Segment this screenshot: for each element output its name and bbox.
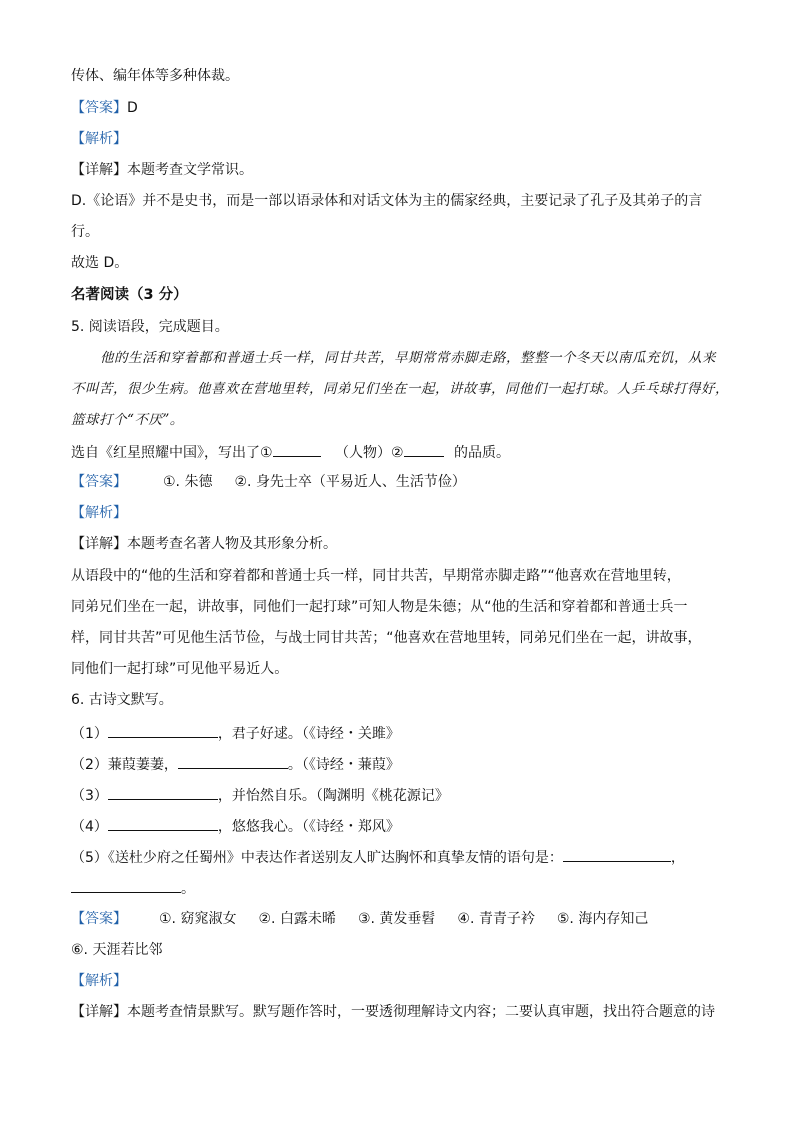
blank-line — [108, 784, 218, 800]
answer-num: ②. — [258, 911, 276, 927]
q5-question-b: （人物）② — [335, 445, 404, 461]
answer-num: ①. — [159, 911, 177, 927]
q6-item5 — [71, 846, 685, 868]
answer-num: ②. — [234, 474, 252, 490]
answer-option — [457, 909, 534, 929]
blank-line — [108, 722, 218, 738]
item5-comma: ， — [670, 850, 685, 866]
q6-prompt: 6. 古诗文默写。 — [71, 692, 173, 708]
q5-question-c: 的品质。 — [454, 445, 511, 461]
item-number: （2） — [71, 757, 108, 773]
answer-tag: 【答案】 — [71, 911, 127, 927]
item-text: 。（《诗经・蒹葭》 — [287, 757, 400, 773]
answer-text: 青青子衿 — [478, 911, 535, 927]
answer-num: ⑥. — [71, 942, 89, 958]
q5-question-a: 选自《红星照耀中国》，写出了① — [71, 445, 273, 461]
q5-explain-line2: 同弟兄们坐在一起，讲故事，同他们一起打球”可知人物是朱德；从“他的生活和穿着都和普通士兵一 — [71, 599, 688, 615]
blank-line — [178, 753, 288, 769]
q6-item4 — [71, 815, 400, 837]
q6-detail: 本题考查情景默写。默写题作答时，一要透彻理解诗文内容；二要认真审题，找出符合题意的诗 — [127, 1004, 715, 1020]
q6-item5-cont — [71, 877, 195, 899]
q4-detail: 本题考查文学常识。 — [127, 162, 253, 178]
detail-tag: 【详解】 — [71, 162, 127, 178]
item-text: ，悠悠我心。（《诗经・郑风》 — [217, 819, 400, 835]
q6-item2 — [71, 753, 400, 775]
answer-option — [159, 909, 236, 929]
q5-prompt: 5. 阅读语段，完成题目。 — [71, 319, 229, 335]
answer-num: ⑤. — [556, 911, 574, 927]
blank-line — [273, 441, 321, 457]
item5-text: （5）《送杜少府之任蜀州》中表达作者送别友人旷达胸怀和真挚友情的语句是： — [71, 850, 563, 866]
blank-line — [563, 846, 671, 862]
item-text: ，君子好逑。（《诗经・关雎》 — [217, 726, 400, 742]
answer-text: 朱德 — [184, 474, 213, 490]
q4-answer-line — [71, 98, 138, 118]
item-number: （1） — [71, 726, 108, 742]
detail-tag: 【详解】 — [71, 536, 127, 552]
item-number: （3） — [71, 788, 108, 804]
intro-tail: 传体、编年体等多种体裁。 — [71, 68, 239, 84]
q4-conclusion: 故选 D。 — [71, 255, 129, 271]
answer-option — [234, 472, 465, 492]
answer-text: 黄发垂髫 — [379, 911, 436, 927]
item-text: ，并怡然自乐。（陶渊明《桃花源记》 — [217, 788, 449, 804]
blank-line — [404, 441, 444, 457]
q5-question — [71, 441, 510, 463]
answer-text: 海内存知己 — [578, 911, 649, 927]
q4-answer: D — [127, 100, 138, 116]
blank-line — [71, 877, 181, 893]
q6-answer-line2 — [71, 940, 162, 960]
item5-end: 。 — [181, 881, 195, 897]
item-text: 蒹葭萋萋， — [107, 757, 178, 773]
q6-item3 — [71, 784, 449, 806]
q5-passage-line2: 不叫苦，很少生病。他喜欢在营地里转，同弟兄们坐在一起，讲故事，同他们一起打球。人乒乓球打得好， — [71, 381, 729, 397]
q5-analysis-tag: 【解析】 — [71, 505, 127, 521]
q5-explain-line3: 样，同甘共苦”可见他生活节俭，与战士同甘共苦；“他喜欢在营地里转，同弟兄们坐在一起，讲故事， — [71, 630, 702, 646]
q6-answer-line — [71, 909, 648, 929]
q5-passage-line3: 篮球打个“不厌”。 — [71, 412, 184, 428]
q6-item1 — [71, 722, 400, 744]
q5-detail-line — [71, 534, 337, 554]
answer-text: 身先士卒（平易近人、生活节俭） — [255, 474, 466, 490]
answer-option — [258, 909, 335, 929]
answer-tag: 【答案】 — [71, 474, 127, 490]
q6-analysis-tag: 【解析】 — [71, 973, 127, 989]
answer-option — [358, 909, 435, 929]
item-number: （4） — [71, 819, 108, 835]
q5-answer-line — [71, 472, 466, 492]
answer-text: 白露未晞 — [279, 911, 336, 927]
q5-detail: 本题考查名著人物及其形象分析。 — [127, 536, 337, 552]
q5-explain-line1: 从语段中的“他的生活和穿着都和普通士兵一样，同甘共苦，早期常赤脚走路”“他喜欢在营地里转， — [71, 568, 681, 584]
answer-num: ④. — [457, 911, 475, 927]
answer-text: 窈窕淑女 — [180, 911, 237, 927]
answer-num: ①. — [163, 474, 181, 490]
answer-tag: 【答案】 — [71, 100, 127, 116]
q6-detail-line — [71, 1002, 715, 1022]
q4-analysis-tag: 【解析】 — [71, 131, 127, 147]
q4-detail-line2: 行。 — [71, 224, 99, 240]
q5-explain-line4: 同他们一起打球”可见他平易近人。 — [71, 661, 289, 677]
q5-passage-line1: 他的生活和穿着都和普通士兵一样，同甘共苦，早期常常赤脚走路，整整一个冬天以南瓜充饥，从来 — [100, 350, 716, 366]
q4-detail-line — [71, 160, 253, 180]
blank-line — [108, 815, 218, 831]
answer-option — [557, 909, 648, 929]
answer-num: ③. — [357, 911, 375, 927]
q4-detail-line1: D.《论语》并不是史书，而是一部以语录体和对话文体为主的儒家经典，主要记录了孔子及其弟子的言 — [71, 193, 703, 209]
answer-text: 天涯若比邻 — [92, 942, 163, 958]
answer-option — [163, 472, 212, 492]
detail-tag: 【详解】 — [71, 1004, 127, 1020]
section-title: 名著阅读（3 分） — [71, 287, 188, 303]
